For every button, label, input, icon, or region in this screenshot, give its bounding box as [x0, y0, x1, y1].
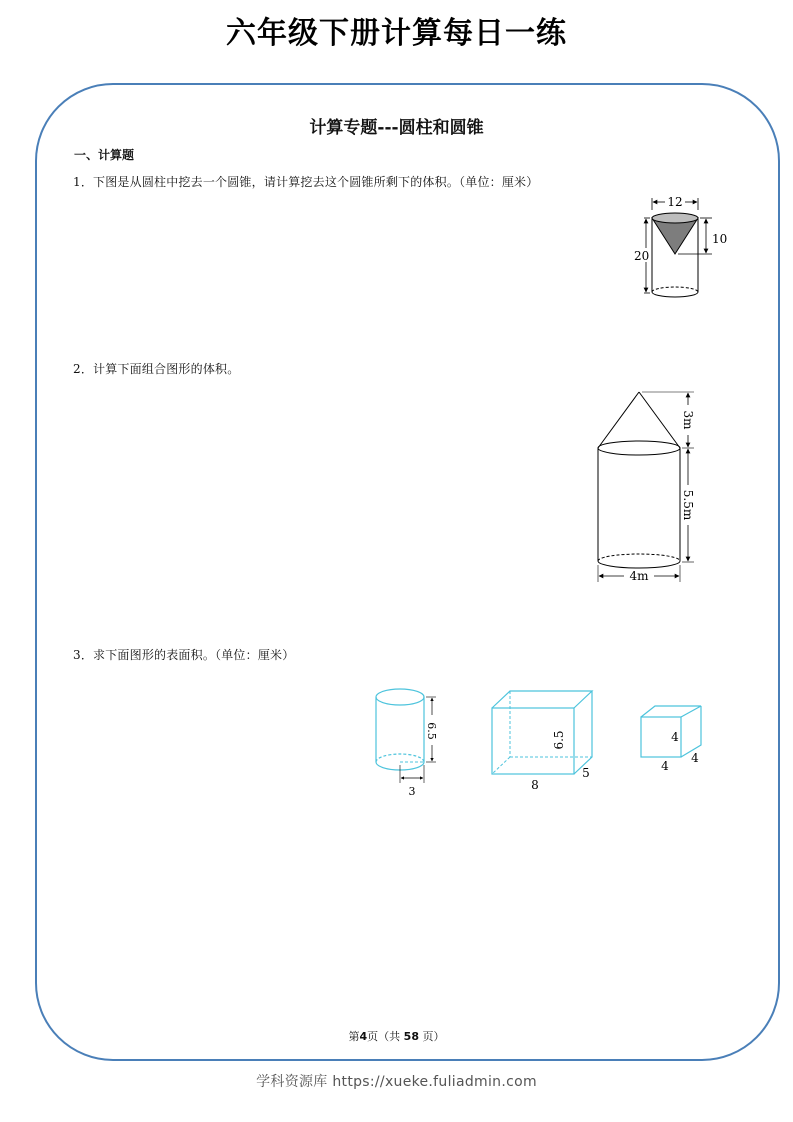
page-number — [0, 1028, 793, 1044]
figure-2-diameter-label: 4m — [629, 569, 649, 583]
figure-1-cylinder-cone — [628, 192, 728, 302]
figure-3-cylinder — [370, 685, 450, 800]
figure-1-left-label: 20 — [634, 249, 650, 263]
page-header-title: 六年级下册计算每日一练 — [226, 16, 567, 51]
figure-3-cuboid-width-label: 5 — [582, 766, 590, 780]
figure-3-cube-front-label: 4 — [671, 730, 679, 744]
question-1-text: 1．下图是从圆柱中挖去一个圆锥，请计算挖去这个圆锥所剩下的体积。（单位：厘米） — [73, 175, 539, 189]
page-number-current: 4 — [359, 1030, 368, 1043]
figure-2-cylinder-height-label: 5.5m — [681, 489, 695, 521]
question-3-text: 3．求下面图形的表面积。（单位：厘米） — [73, 648, 295, 662]
figure-1-top-label: 12 — [667, 195, 683, 209]
figure-3-cuboid — [485, 685, 595, 795]
figure-1-right-label: 10 — [712, 232, 728, 246]
figure-2-cone-height-label: 3m — [681, 410, 695, 430]
section-heading: 一、计算题 — [74, 148, 135, 162]
page-number-suffix: 页） — [422, 1030, 445, 1043]
page-number-middle: 页（共 — [367, 1030, 401, 1043]
figure-3-cylinder-radius-label: 3 — [408, 785, 416, 798]
figure-2-cone-on-cylinder — [590, 385, 705, 590]
figure-3-cylinder-height-label: 6.5 — [425, 722, 438, 740]
question-2-text: 2．计算下面组合图形的体积。 — [73, 362, 240, 376]
page-number-total: 58 — [403, 1030, 419, 1043]
page-number-prefix: 第 — [348, 1030, 360, 1043]
figure-3-cube-bottom-label: 4 — [661, 759, 669, 773]
figure-3-cube-side-label: 4 — [691, 751, 699, 765]
source-watermark: 学科资源库 https://xueke.fuliadmin.com — [256, 1074, 537, 1090]
figure-3-cuboid-height-label: 6.5 — [552, 730, 566, 750]
document-title: 计算专题---圆柱和圆锥 — [309, 118, 484, 138]
figure-3-cuboid-length-label: 8 — [531, 778, 539, 792]
figure-3-cube — [635, 700, 710, 775]
